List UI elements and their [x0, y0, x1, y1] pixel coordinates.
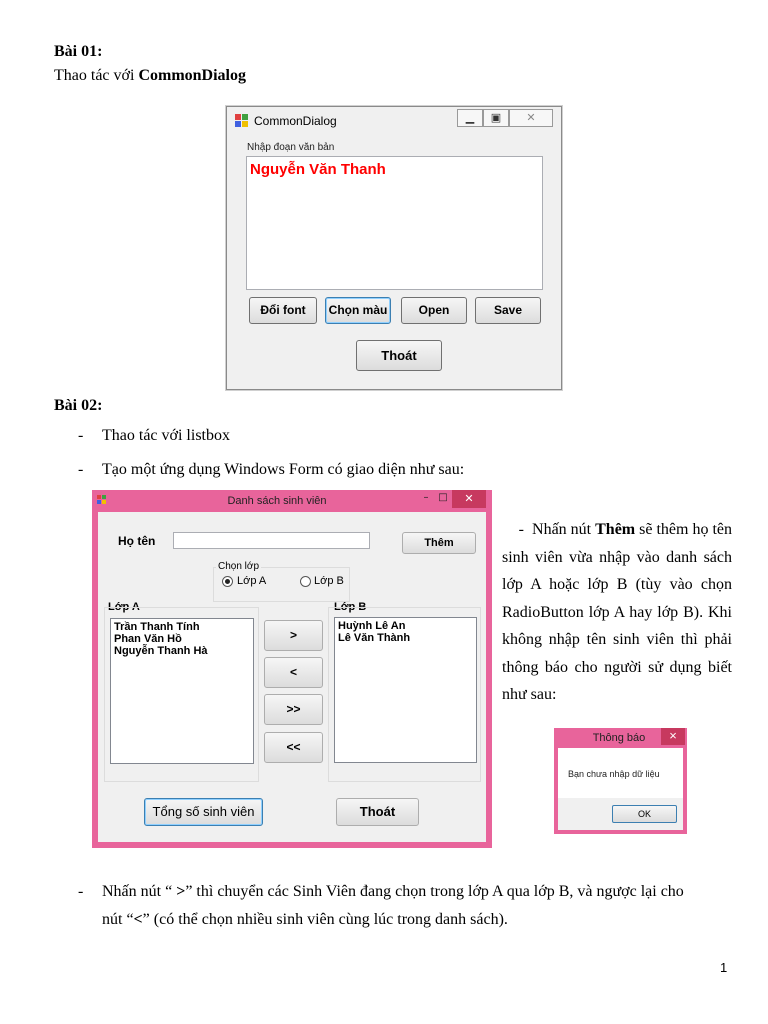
text-input-label: Nhập đoạn văn bản [247, 142, 335, 153]
bullet-dash-1: - [78, 427, 84, 444]
close-icon: ✕ [526, 111, 536, 124]
move-right-button[interactable]: > [264, 620, 323, 651]
class-b-label: Lớp B [334, 601, 367, 613]
commondialog-window [226, 106, 562, 390]
radio-class-a-label: Lớp A [237, 575, 267, 587]
message-box-close-button[interactable] [661, 728, 685, 745]
add-button-note: - Nhấn nút Thêm sẽ thêm họ tên sinh viên vừa nhập vào danh sách lớp A hoặc lớp B (tùy vào chọn RadioButton lớp A hay lớp B). Khi không nhập tên sinh viên thì phải thông báo cho người sử dụng biết như sau: [502, 521, 732, 703]
save-button[interactable]: Save [475, 297, 541, 324]
commondialog-titlebar [227, 107, 561, 133]
list-item[interactable]: Huỳnh Lê An [338, 620, 406, 632]
bullet-text-1: Thao tác với listbox [102, 427, 230, 444]
class-choice-label: Chọn lớp [218, 561, 260, 572]
class-b-listbox[interactable] [334, 617, 477, 763]
close-icon: × [669, 728, 677, 743]
total-students-button[interactable]: Tổng số sinh viên [144, 798, 263, 826]
maximize-icon: ▣ [490, 111, 502, 124]
maximize-icon: □ [438, 492, 448, 503]
radio-class-b[interactable] [300, 576, 311, 587]
exit-button[interactable]: Thoát [356, 340, 442, 371]
ok-button[interactable]: OK [612, 805, 677, 823]
name-input[interactable] [173, 532, 370, 549]
maximize-button-2[interactable] [436, 490, 450, 508]
close-icon: ✕ [464, 492, 474, 505]
choose-color-button[interactable]: Chọn màu [325, 297, 391, 324]
message-box-title: Thông báo [592, 732, 646, 744]
move-all-left-button[interactable]: << [264, 732, 323, 763]
app-icon [235, 114, 249, 128]
change-font-button[interactable]: Đổi font [249, 297, 317, 324]
bullet-text-2: Tạo một ứng dụng Windows Form có giao diện như sau: [102, 461, 465, 478]
move-left-button[interactable]: < [264, 657, 323, 688]
message-box-client [558, 748, 683, 830]
radio-class-a[interactable] [222, 576, 233, 587]
final-note-dash: - [78, 883, 84, 900]
close-button-2[interactable] [452, 490, 486, 508]
exit-button-2[interactable]: Thoát [336, 798, 419, 826]
minimize-button[interactable] [457, 109, 483, 127]
move-all-right-button[interactable]: >> [264, 694, 323, 725]
final-note-line-1: Nhấn nút “ >” thì chuyển các Sinh Viên đang chọn trong lớp A qua lớp B, và ngược lại cho [102, 883, 684, 900]
final-note-line-2: nút “<” (có thể chọn nhiều sinh viên cùng lúc trong danh sách). [102, 911, 508, 928]
commondialog-title: CommonDialog [254, 114, 337, 128]
student-list-client [98, 512, 486, 842]
bai01-description: Thao tác với CommonDialog [54, 67, 246, 84]
text-area-value: Nguyễn Văn Thanh [250, 161, 386, 178]
minimize-icon: – [423, 492, 429, 503]
open-button[interactable]: Open [401, 297, 467, 324]
bai02-title: Bài 02: [54, 397, 103, 414]
class-a-listbox[interactable] [110, 618, 254, 764]
page-number: 1 [720, 960, 728, 975]
close-button[interactable] [509, 109, 553, 127]
minimize-icon: ▁ [465, 111, 475, 124]
student-list-window [92, 490, 492, 848]
bai01-title: Bài 01: [54, 43, 103, 60]
minimize-button-2[interactable] [419, 490, 433, 508]
text-area[interactable] [246, 156, 543, 290]
maximize-button[interactable] [483, 109, 509, 127]
name-label: Họ tên [118, 534, 156, 548]
message-box-window [554, 728, 687, 834]
add-button[interactable]: Thêm [402, 532, 476, 554]
student-list-title: Danh sách sinh viên [227, 495, 327, 507]
radio-class-b-label: Lớp B [314, 575, 344, 587]
list-item[interactable]: Nguyễn Thanh Hà [114, 645, 208, 657]
message-text: Bạn chưa nhập dữ liệu [568, 769, 660, 779]
radio-selected-dot [225, 579, 230, 584]
class-a-label: Lớp A [108, 601, 140, 613]
bullet-dash-2: - [78, 461, 84, 478]
list-item[interactable]: Lê Văn Thành [338, 632, 411, 644]
list-item[interactable]: Phan Văn Hồ [114, 633, 182, 645]
list-item[interactable]: Trần Thanh Tính [114, 621, 200, 633]
